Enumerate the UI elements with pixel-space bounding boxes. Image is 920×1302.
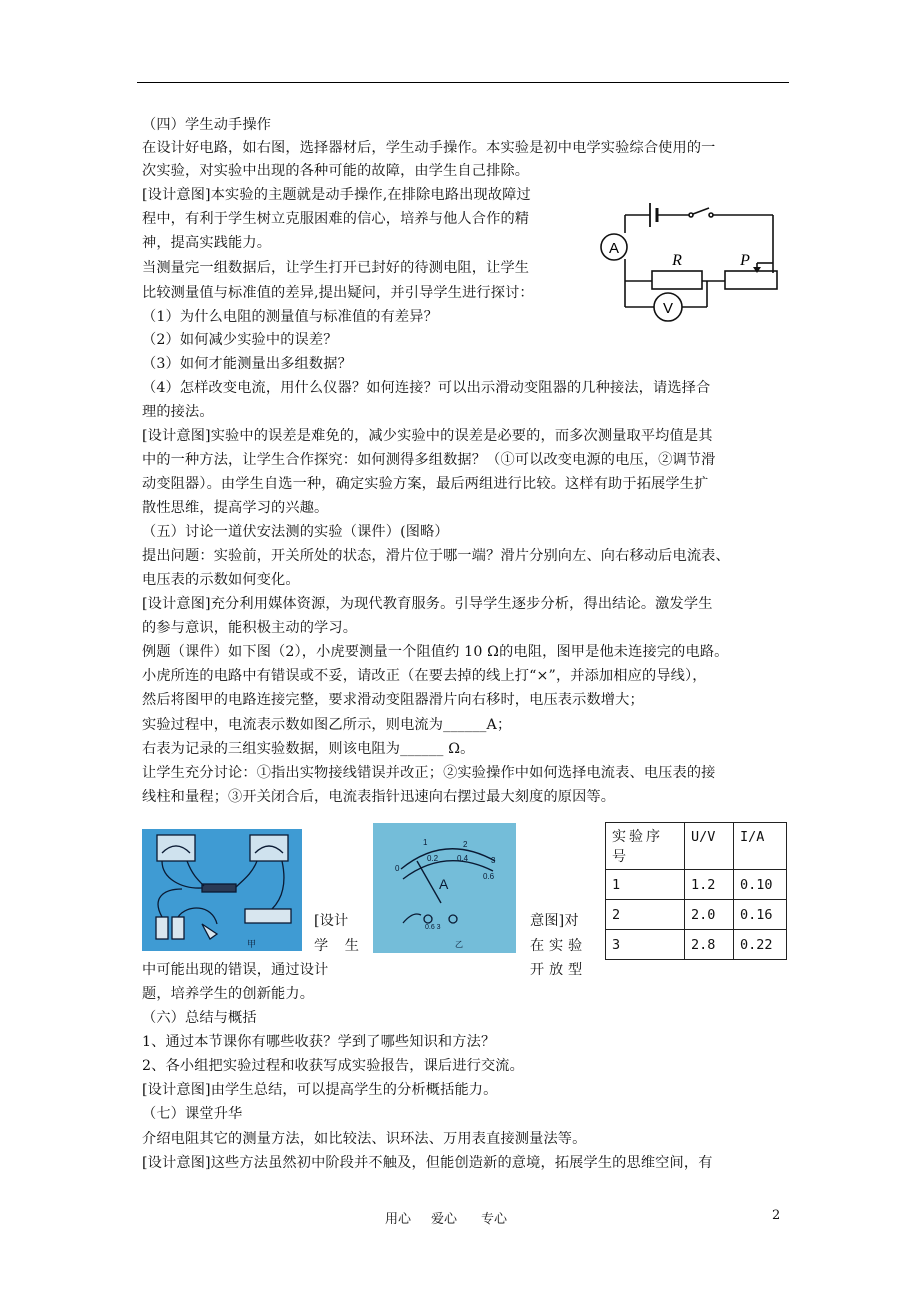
paragraph-line: 在设计好电路，如右图，选择器材后，学生动手操作。本实验是初中电学实验综合使用的一 <box>142 140 716 156</box>
paragraph-line: 比较测量值与标准值的差异,提出疑问，并引导学生进行探讨： <box>142 285 534 301</box>
paragraph-line: 提出问题：实验前，开关所处的状态，滑片位于哪一端？滑片分别向左、向右移动后电流表、 <box>142 548 730 564</box>
wrap-text: 中可能出现的错误，通过设计 <box>142 962 329 978</box>
table-row <box>606 930 787 960</box>
paragraph-line: [设计意图]本实验的主题就是动手操作,在排除电路出现故障过 <box>142 187 531 203</box>
header-rule <box>137 82 789 83</box>
ammeter-dial <box>373 823 516 953</box>
wrap-text: 开 放 型 <box>530 962 583 978</box>
ammeter-dial-image <box>373 823 516 953</box>
tick-2: 2 <box>463 840 468 849</box>
table-cell: 1.2 <box>685 870 734 900</box>
table-header-row <box>606 823 787 870</box>
voltmeter-label: V <box>662 300 674 317</box>
table-row <box>606 870 787 900</box>
question-line: （1）为什么电阻的测量值与标准值的有差异？ <box>142 309 438 325</box>
tick-0: 0 <box>395 864 400 873</box>
tick-0-4: 0.4 <box>457 854 469 863</box>
table-header-cell: I/A <box>734 823 787 870</box>
rheostat-label: P <box>740 252 750 269</box>
ammeter-label: A <box>608 240 620 257</box>
paragraph-line: 的参与意识，能积极主动的学习。 <box>142 620 358 636</box>
data-table <box>605 822 787 960</box>
paragraph-line: 2、各小组把实验过程和收获写成实验报告，课后进行交流。 <box>142 1058 524 1074</box>
paragraph-line: 电压表的示数如何变化。 <box>142 572 300 588</box>
paragraph-line: 例题（课件）如下图（2），小虎要测量一个阻值约 10 Ω的电阻，图甲是他未连接完的电路。 <box>142 644 729 660</box>
paragraph-line: 线柱和量程；③开关闭合后，电流表指针迅速向右摆过最大刻度的原因等。 <box>142 789 616 805</box>
page-number: 2 <box>772 1208 781 1223</box>
table-cell: 1 <box>606 870 685 900</box>
paragraph-line: [设计意图]实验中的误差是难免的，减少实验中的误差是必要的，而多次测量取平均值是其 <box>142 428 713 444</box>
table-cell: 2.0 <box>685 900 734 930</box>
table-header-cell: U/V <box>685 823 734 870</box>
table-cell: 2 <box>606 900 685 930</box>
question-line: （4）怎样改变电流，用什么仪器？如何连接？可以出示滑动变阻器的几种接法，请选择合 <box>142 380 711 396</box>
question-line: （3）如何才能测量出多组数据？ <box>142 356 352 372</box>
tick-0-2: 0.2 <box>427 854 439 863</box>
apparatus-photo <box>142 829 302 951</box>
paragraph-line: 次实验，对实验中出现的各种可能的故障，由学生自己排除。 <box>142 163 530 179</box>
table-row <box>606 900 787 930</box>
paragraph-line: 动变阻器）。由学生自选一种，确定实验方案，最后两组进行比较。这样有助于拓展学生扩 <box>142 476 709 492</box>
paragraph-line: [设计意图]这些方法虽然初中阶段并不触及，但能创造新的意境，拓展学生的思维空间，有 <box>142 1155 713 1171</box>
paragraph-line: 理的接法。 <box>142 404 214 420</box>
wrap-text: 题，培养学生的创新能力。 <box>142 986 315 1002</box>
paragraph-line: 当测量完一组数据后，让学生打开已封好的待测电阻，让学生 <box>142 260 530 276</box>
paragraph-line: 中的一种方法，让学生合作探究：如何测得多组数据？（①可以改变电源的电压，②调节滑 <box>142 452 716 468</box>
section-heading-4: （四）学生动手操作 <box>142 117 272 133</box>
paragraph-line: 然后将图甲的电路连接完整，要求滑动变阻器滑片向右移时，电压表示数增大； <box>142 692 644 708</box>
wrap-text: 学 生 <box>314 938 365 954</box>
circuit-diagram <box>597 195 792 335</box>
question-line: （2）如何减少实验中的误差？ <box>142 332 338 348</box>
wrap-text: [设计 <box>314 913 349 929</box>
paragraph-line: 小虎所连的电路中有错误或不妥，请改正（在要去掉的线上打“×”，并添加相应的导线）， <box>142 668 707 684</box>
paragraph-line: [设计意图]由学生总结，可以提高学生的分析概括能力。 <box>142 1082 498 1098</box>
paragraph-line: 1、通过本节课你有哪些收获？学到了哪些知识和方法？ <box>142 1034 496 1050</box>
paragraph-line: [设计意图]充分利用媒体资源，为现代教育服务。引导学生逐步分析，得出结论。激发学生 <box>142 596 713 612</box>
section-heading-5: （五）讨论一道伏安法测的实验（课件）(图略） <box>142 524 449 540</box>
meter-terminals: 0.6 3 <box>425 924 441 931</box>
tick-0-6: 0.6 <box>483 872 495 881</box>
paragraph-line: 让学生充分讨论：①指出实物接线错误并改正；②实验操作中如何选择电流表、电压表的接 <box>142 765 716 781</box>
paragraph-line: 右表为记录的三组实验数据，则该电阻为______ Ω。 <box>142 741 475 757</box>
table-header-cell: 实验序号 <box>606 823 685 870</box>
wrap-text: 在 实 验 <box>530 938 583 954</box>
resistor-label: R <box>672 252 682 269</box>
paragraph-line: 实验过程中，电流表示数如图乙所示，则电流为______A； <box>142 717 512 733</box>
table-cell: 3 <box>606 930 685 960</box>
table-cell: 0.16 <box>734 900 787 930</box>
section-heading-6: （六）总结与概括 <box>142 1010 257 1026</box>
paragraph-line: 介绍电阻其它的测量方法，如比较法、识环法、万用表直接测量法等。 <box>142 1131 587 1147</box>
tick-3: 3 <box>491 856 496 865</box>
section-heading-7: （七）课堂升华 <box>142 1106 243 1122</box>
footer-text: 用心 <box>385 1212 412 1227</box>
tick-1: 1 <box>423 838 428 847</box>
photo-label: 甲 <box>247 940 257 950</box>
apparatus-sketch <box>142 829 302 951</box>
table-cell: 0.10 <box>734 870 787 900</box>
table-cell: 2.8 <box>685 930 734 960</box>
paragraph-line: 程中，有利于学生树立克服困难的信心，培养与他人合作的精 <box>142 211 530 227</box>
wrap-text: 意图]对 <box>530 913 579 929</box>
footer-text: 爱心 <box>431 1212 458 1227</box>
meter-label: 乙 <box>455 940 463 949</box>
meter-symbol: A <box>439 876 449 892</box>
paragraph-line: 神，提高实践能力。 <box>142 235 272 251</box>
footer-text: 专心 <box>481 1212 508 1227</box>
paragraph-line: 散性思维，提高学习的兴趣。 <box>142 500 329 516</box>
table-cell: 0.22 <box>734 930 787 960</box>
